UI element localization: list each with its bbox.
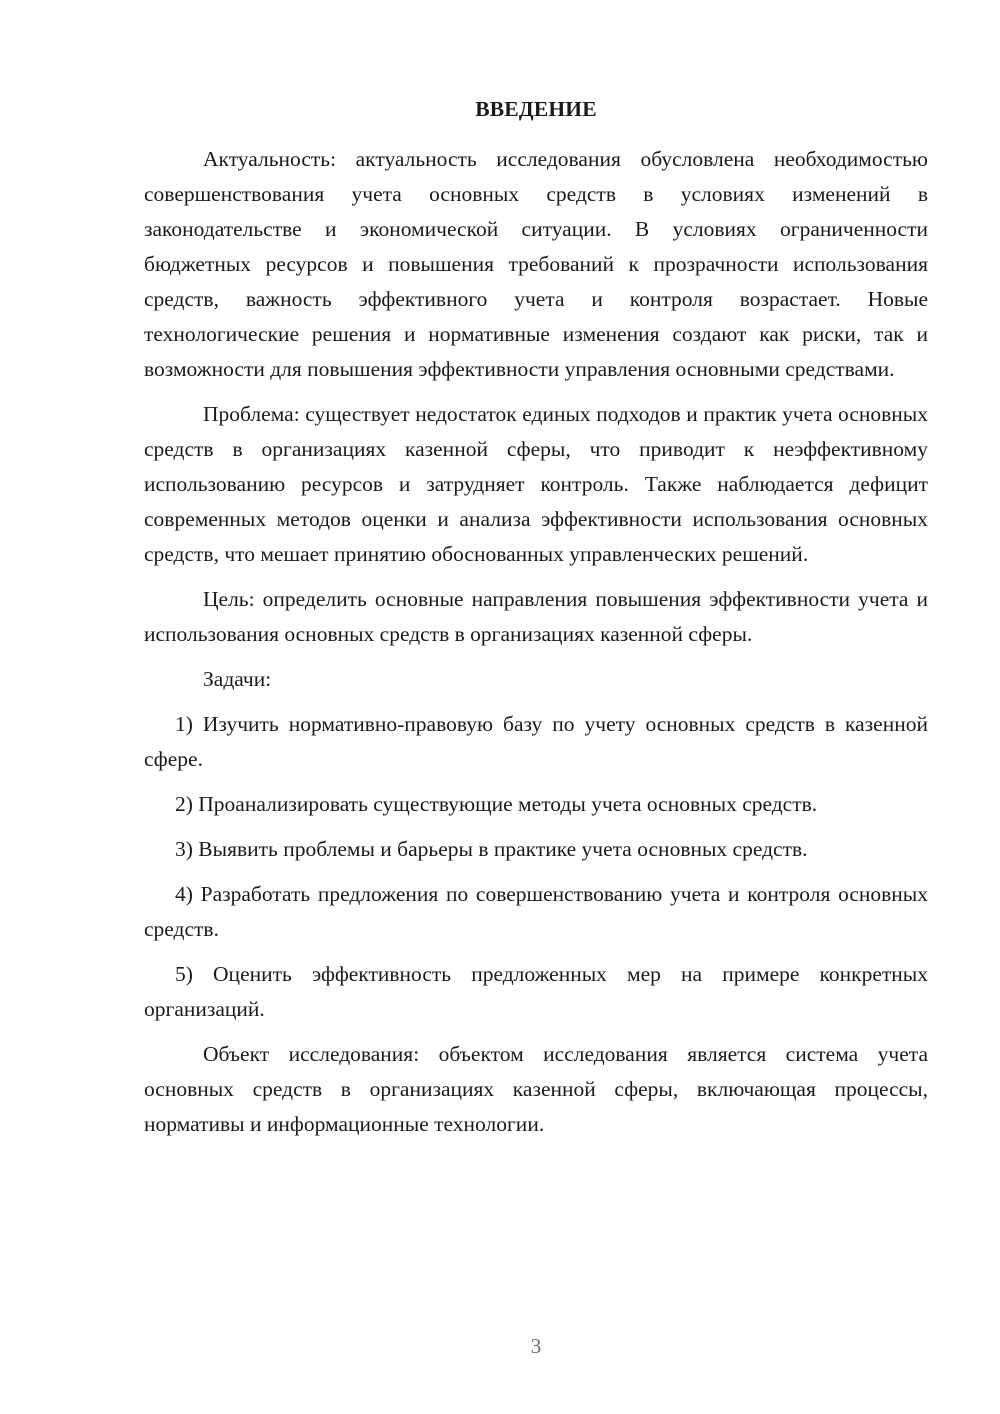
task-item-2: 2) Проанализировать существующие методы учета основных средств. (175, 792, 818, 816)
section-title: ВВЕДЕНИЕ (475, 97, 597, 121)
paragraph-object: Объект исследования: объектом исследования является система учета основных средств в организациях казенной сферы, включающая процессы, нормативы и информационные технологии. (144, 1042, 928, 1136)
task-item-3: 3) Выявить проблемы и барьеры в практике учета основных средств. (175, 837, 808, 861)
task-item-1: 1) Изучить нормативно-правовую базу по учету основных средств в казенной сфере. (144, 712, 928, 771)
page-number: 3 (530, 1334, 542, 1358)
task-item-4: 4) Разработать предложения по совершенствованию учета и контроля основных средств. (144, 882, 928, 941)
paragraph-relevance: Актуальность: актуальность исследования обусловлена необходимостью совершенствования учета основных средств в условиях изменений в законодательстве и экономической ситуации. В условиях ограниченности бюджетных ресурсов и повышения требований к прозрачности использования средств, важность эффективного учета и контроля возрастает. Новые технологические решения и нормативные изменения создают как риски, так и возможности для повышения эффективности управления основными средствами. (144, 147, 928, 381)
paragraph-problem: Проблема: существует недостаток единых подходов и практик учета основных средств в организациях казенной сферы, что приводит к неэффективному использованию ресурсов и затрудняет контроль. Также наблюдается дефицит современных методов оценки и анализа эффективности использования основных средств, что мешает принятию обоснованных управленческих решений. (144, 402, 928, 566)
task-item-5: 5) Оценить эффективность предложенных мер на примере конкретных организаций. (144, 962, 928, 1021)
document-page (144, 92, 928, 1152)
paragraph-tasks-heading: Задачи: (203, 667, 272, 691)
paragraph-goal: Цель: определить основные направления повышения эффективности учета и использования основных средств в организациях казенной сферы. (144, 587, 928, 646)
